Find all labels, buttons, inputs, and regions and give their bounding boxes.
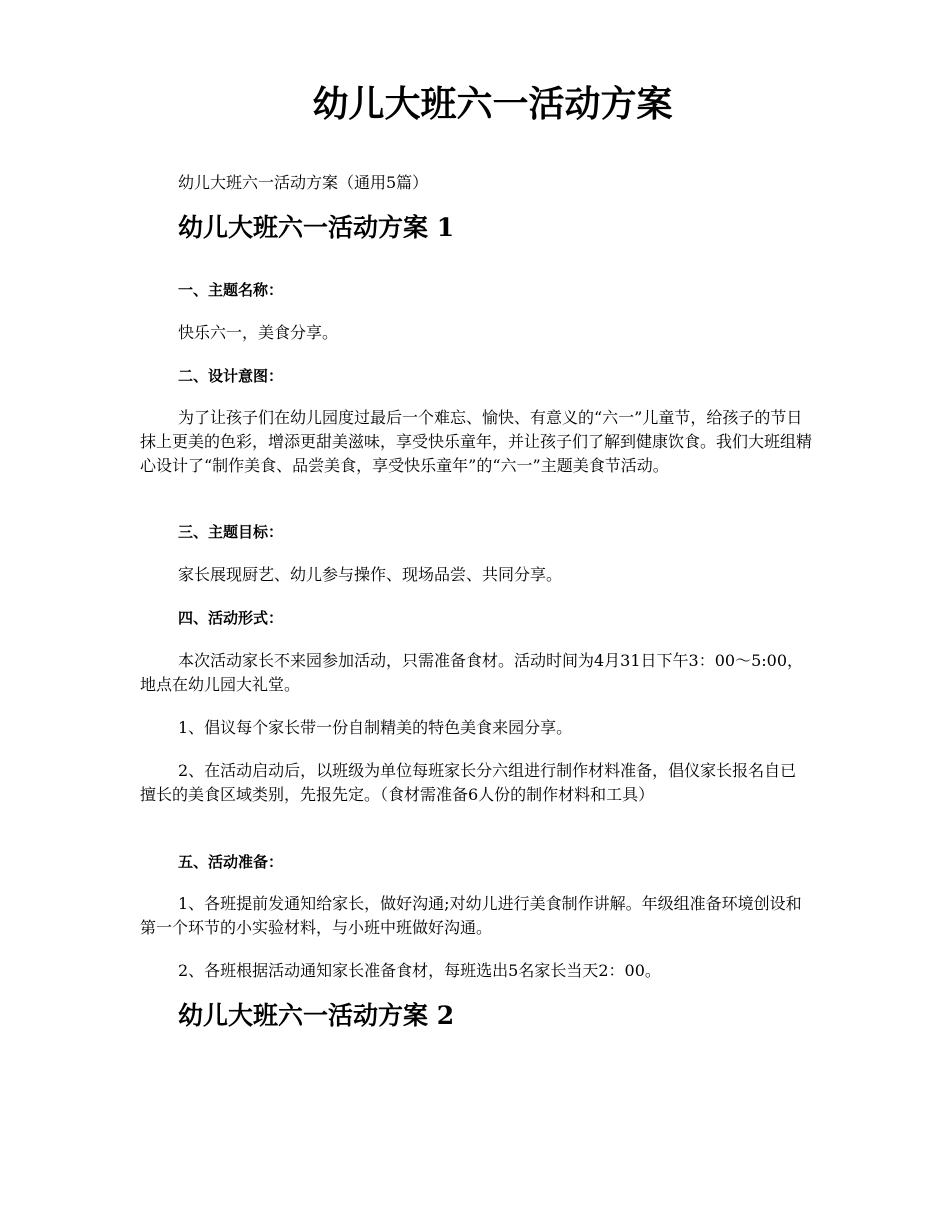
theme-goal-paragraph: 家长展现厨艺、幼儿参与操作、现场品尝、共同分享。: [178, 565, 563, 584]
activity-prep-item-2: 2、各班根据活动通知家长准备食材，每班选出5名家长当天2：00。: [178, 961, 661, 980]
section-1-heading: 幼儿大班六一活动方案 1: [178, 213, 455, 242]
theme-name-heading: 一、主题名称：: [178, 281, 284, 299]
activity-form-item-1: 1、倡议每个家长带一份自制精美的特色美食来园分享。: [178, 718, 573, 737]
document-subtitle: 幼儿大班六一活动方案（通用5篇）: [178, 173, 429, 192]
activity-form-item-2: 2、在活动启动后，以班级为单位每班家长分六组进行制作材料准备，倡仪家长报名自已擅长的美食区域类别，先报先定。（食材需准备6人份的制作材料和工具）: [140, 761, 797, 804]
section-2-heading: 幼儿大班六一活动方案 2: [178, 1001, 455, 1030]
theme-goal-heading: 三、主题目标：: [178, 523, 284, 541]
design-intent-paragraph: 为了让孩子们在幼儿园度过最后一个难忘、愉快、有意义的“六一”儿童节，给孩子的节日抹上更美的色彩，增添更甜美滋味，享受快乐童年，并让孩子们了解到健康饮食。我们大班组精心设计了“制作美食、品尝美食，享受快乐童年”的“六一”主题美食节活动。: [140, 408, 813, 475]
activity-prep-item-1: 1、各班提前发通知给家长，做好沟通;对幼儿进行美食制作讲解。年级组准备环境创设和第一个环节的小实验材料，与小班中班做好沟通。: [140, 894, 802, 937]
activity-prep-heading: 五、活动准备：: [178, 853, 284, 871]
page-title: 幼儿大班六一活动方案: [312, 83, 673, 125]
theme-name-paragraph: 快乐六一，美食分享。: [178, 323, 339, 342]
activity-form-paragraph: 本次活动家长不来园参加活动，只需准备食材。活动时间为4月31日下午3：00～5:00，地点在幼儿园大礼堂。: [140, 651, 804, 694]
activity-form-heading: 四、活动形式：: [178, 609, 284, 627]
design-intent-heading: 二、设计意图：: [178, 367, 284, 385]
